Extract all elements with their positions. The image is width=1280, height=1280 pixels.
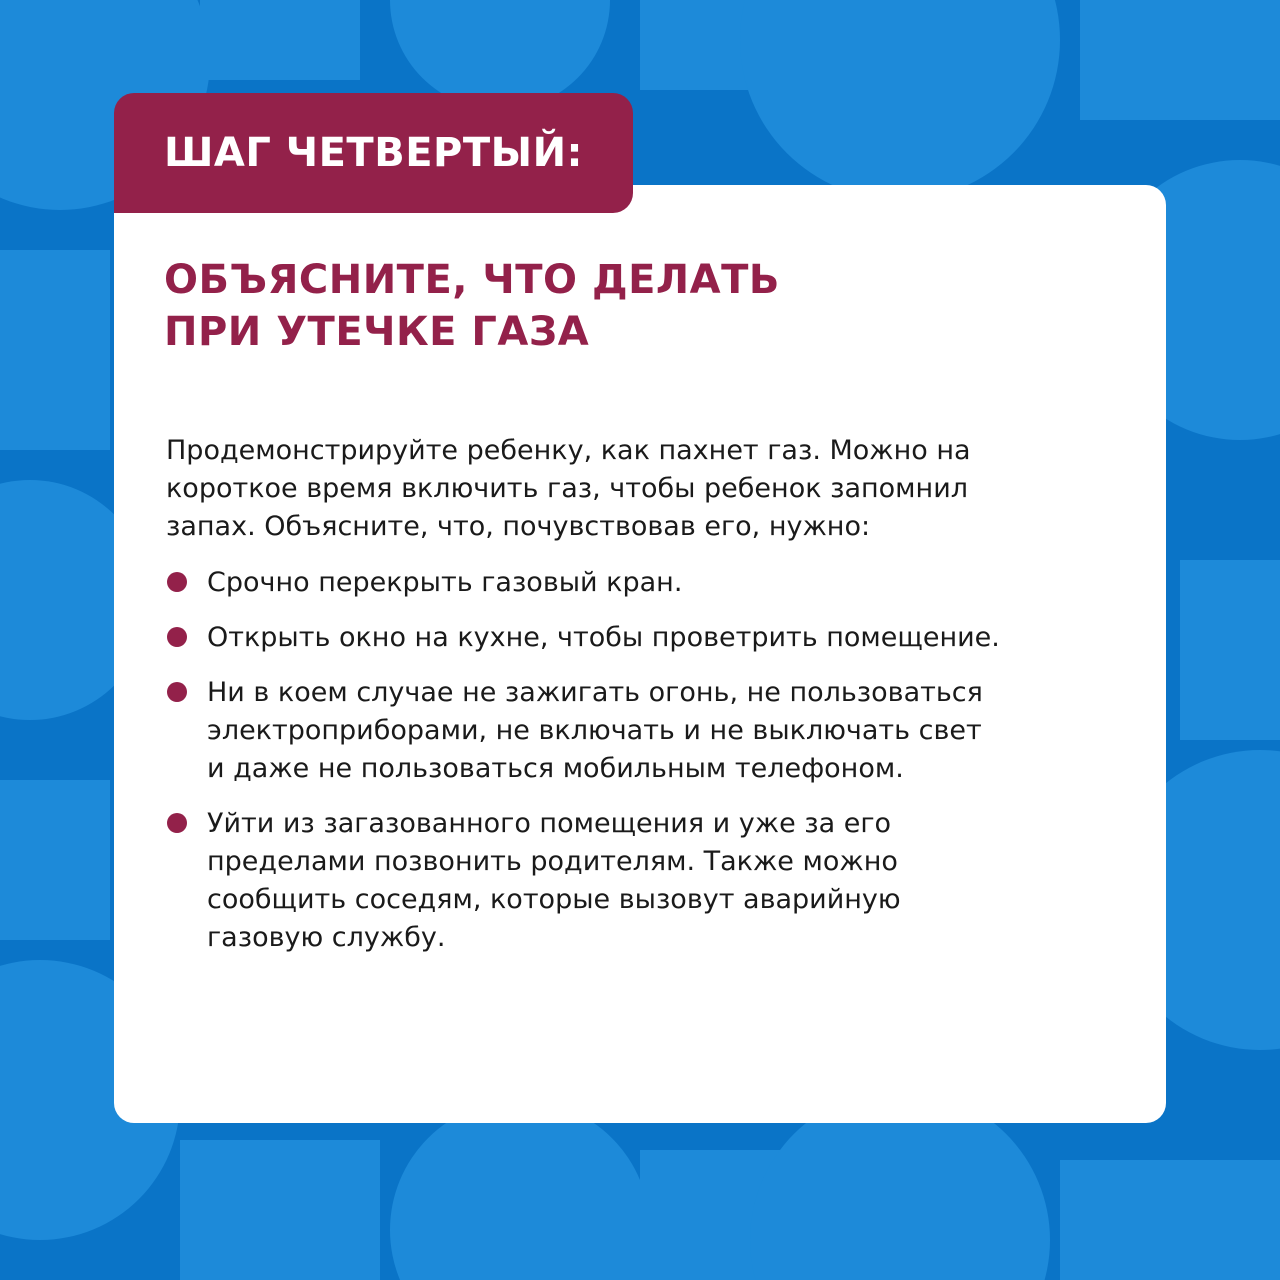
bullet-dot-icon <box>167 627 187 647</box>
intro-line: короткое время включить газ, чтобы ребенок запомнил <box>166 473 968 504</box>
bullet-dot-icon <box>167 813 187 833</box>
list-item-text: Открыть окно на кухне, чтобы проветрить помещение. <box>207 622 1000 653</box>
intro-paragraph <box>166 432 1126 546</box>
intro-line: Продемонстрируйте ребенку, как пахнет газ. Можно на <box>166 435 971 466</box>
bullet-dot-icon <box>167 682 187 702</box>
list-item-text: и даже не пользоваться мобильным телефоном. <box>207 753 904 784</box>
title-line: ОБЪЯСНИТЕ, ЧТО ДЕЛАТЬ <box>164 257 780 303</box>
list-item-text: Срочно перекрыть газовый кран. <box>207 567 683 598</box>
list-item-text: Ни в коем случае не зажигать огонь, не пользоваться <box>207 677 983 708</box>
bullet-dot-icon <box>167 572 187 592</box>
list-item <box>166 805 1126 957</box>
step-label: ШАГ ЧЕТВЕРТЫЙ: <box>164 130 584 176</box>
list-item-text: пределами позвонить родителям. Также можно <box>207 846 898 877</box>
page-title <box>164 254 1124 358</box>
list-item-text: Уйти из загазованного помещения и уже за его <box>207 808 892 839</box>
list-item-text: газовую службу. <box>207 922 446 953</box>
instructions-list <box>166 564 1126 974</box>
list-item <box>166 619 1126 657</box>
list-item <box>166 674 1126 788</box>
list-item-text: электроприборами, не включать и не выключать свет <box>207 715 982 746</box>
list-item <box>166 564 1126 602</box>
step-tab <box>114 93 633 213</box>
list-item-text: сообщить соседям, которые вызовут аварийную <box>207 884 901 915</box>
title-line: ПРИ УТЕЧКЕ ГАЗА <box>164 309 590 355</box>
intro-line: запах. Объясните, что, почувствовав его, нужно: <box>166 511 871 542</box>
